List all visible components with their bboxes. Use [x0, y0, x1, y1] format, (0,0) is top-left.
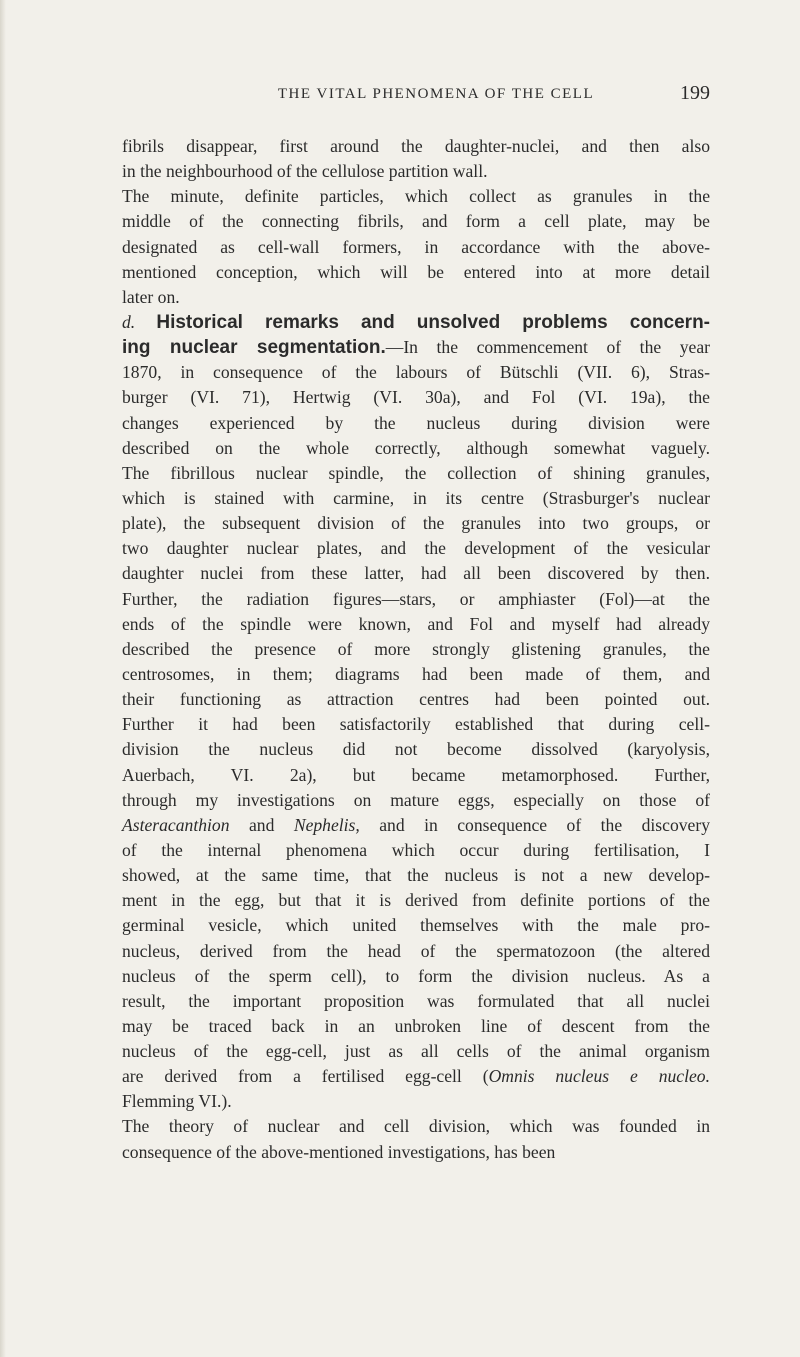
text-line: ends of the spindle were known, and Fol and myself had already — [122, 613, 710, 634]
text-line: their functioning as attraction centres had been pointed out. — [122, 689, 710, 710]
text-line: germinal vesicle, which united themselves with the male pro- — [122, 915, 710, 936]
text-line: 1870, in consequence of the labours of Bütschli (VII. 6), Stras- — [122, 362, 710, 383]
text-run: and — [229, 814, 294, 835]
italic-text: Omnis nucleus e nucleo. — [488, 1066, 710, 1087]
text-line: ment in the egg, but that it is derived from definite portions of the — [122, 890, 710, 911]
text-line: described the presence of more strongly glistening granules, the — [122, 638, 710, 659]
body-text — [122, 134, 710, 1165]
text-line: consequence of the above-mentioned investigations, has been — [122, 1141, 556, 1162]
text-line: division the nucleus did not become dissolved (karyolysis, — [122, 739, 710, 760]
text-line — [122, 335, 710, 360]
text-line: Further it had been satisfactorily established that during cell- — [122, 714, 710, 735]
text-run: and in consequence of the discovery — [359, 814, 711, 835]
text-line: described on the whole correctly, although somewhat vaguely. — [122, 437, 710, 458]
text-line: result, the important proposition was formulated that all nuclei — [122, 990, 710, 1011]
text-line: centrosomes, in them; diagrams had been made of them, and — [122, 663, 710, 684]
text-line: of the internal phenomena which occur during fertilisation, I — [122, 839, 710, 860]
page-header — [122, 82, 710, 112]
text-line: nucleus of the egg-cell, just as all cells of the animal organism — [122, 1041, 710, 1062]
text-line: which is stained with carmine, in its centre (Strasburger's nuclear — [122, 487, 710, 508]
italic-text: Asteracanthion — [122, 814, 230, 835]
page-number: 199 — [680, 82, 710, 104]
text-line: later on. — [122, 286, 180, 307]
text-line: The theory of nuclear and cell division, which was founded in — [122, 1116, 710, 1137]
text-line: two daughter nuclear plates, and the development of the vesicular — [122, 538, 710, 559]
page-binding-edge — [0, 0, 6, 1357]
text-line: mentioned conception, which will be entered into at more detail — [122, 261, 710, 282]
text-line — [122, 310, 710, 335]
text-line: through my investigations on mature eggs, especially on those of — [122, 789, 710, 810]
section-heading: ing nuclear segmentation. — [122, 337, 386, 359]
text-line — [122, 1064, 710, 1089]
text-line: fibrils disappear, first around the daughter-nuclei, and then also — [122, 136, 710, 156]
text-line: The minute, definite particles, which collect as granules in the — [122, 186, 710, 207]
text-run: —In the commencement of the year — [385, 337, 710, 358]
text-line: plate), the subsequent division of the granules into two groups, or — [122, 513, 710, 534]
running-title: THE VITAL PHENOMENA OF THE CELL — [277, 86, 595, 102]
text-line: nucleus of the sperm cell), to form the division nucleus. As a — [122, 965, 710, 986]
text-run: are derived from a fertilised egg-cell ( — [122, 1066, 489, 1087]
text-line: Flemming VI.). — [122, 1091, 232, 1112]
text-line: Further, the radiation figures—stars, or amphiaster (Fol)—at the — [122, 588, 710, 609]
text-line — [122, 813, 710, 838]
text-line: daughter nuclei from these latter, had all been discovered by then. — [122, 563, 710, 584]
text-line: in the neighbourhood of the cellulose partition wall. — [122, 161, 488, 182]
text-line: may be traced back in an unbroken line of descent from the — [122, 1015, 710, 1036]
text-line: nucleus, derived from the head of the spermatozoon (the altered — [122, 940, 710, 961]
text-line: burger (VI. 71), Hertwig (VI. 30a), and Fol (VI. 19a), the — [122, 387, 710, 408]
section-letter: d. — [122, 311, 157, 332]
text-line: The fibrillous nuclear spindle, the collection of shining granules, — [122, 462, 710, 483]
text-line: designated as cell-wall formers, in accordance with the above- — [122, 236, 710, 257]
text-line: changes experienced by the nucleus during division were — [122, 412, 710, 433]
section-heading: Historical remarks and unsolved problems concern- — [156, 311, 711, 333]
text-line: middle of the connecting fibrils, and form a cell plate, may be — [122, 211, 710, 232]
text-line: showed, at the same time, that the nucleus is not a new develop- — [122, 865, 710, 886]
text-line: Auerbach, VI. 2a), but became metamorphosed. Further, — [122, 764, 710, 785]
italic-text: Nephelis, — [293, 814, 360, 835]
